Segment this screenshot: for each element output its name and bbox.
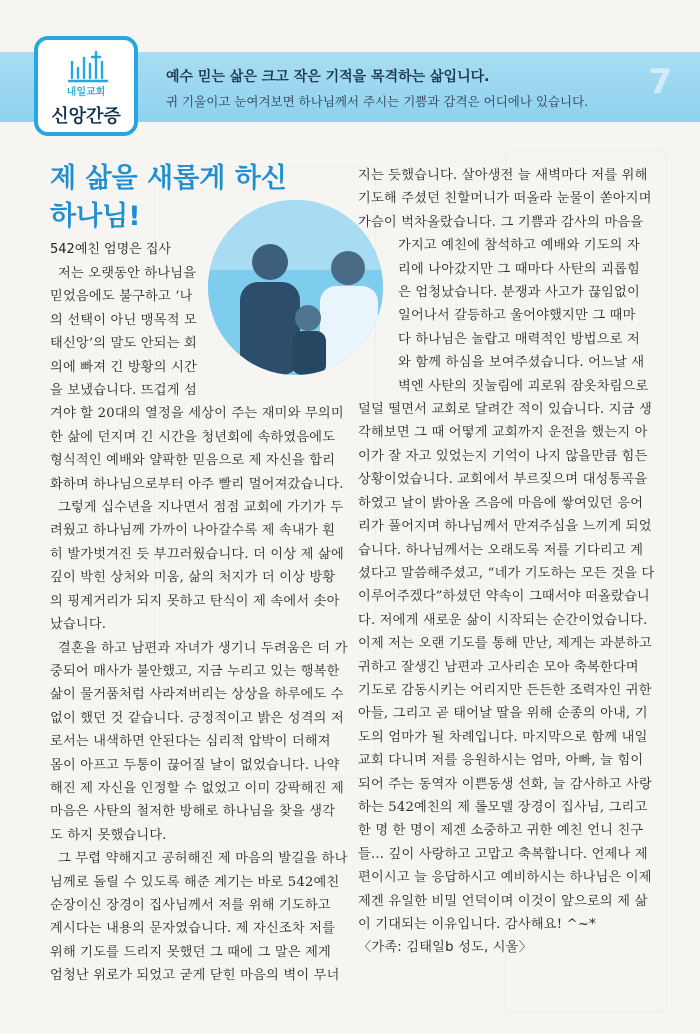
text-line: 이제 저는 오랜 기도를 통해 만난, 제게는 과분하고 <box>358 636 652 652</box>
text-line: 덜덜 떨면서 교회로 달려간 적이 있습니다. 지금 생 <box>358 402 652 418</box>
section-title: 신앙간증 <box>51 106 121 127</box>
text-line: 도의 엄마가 될 차례입니다. 마지막으로 함께 내일 <box>358 729 648 745</box>
text-line: 와 함께 하심을 보여주셨습니다. 어느날 새 <box>398 355 645 371</box>
text-line: 저는 오랫동안 하나님을 <box>58 266 197 281</box>
text-line: 계시다는 내용의 문자였습니다. 제 자신조차 저를 <box>50 921 336 937</box>
text-line: 교회 다니며 저를 응원하시는 엄마, 아빠, 늘 힘이 <box>358 753 644 769</box>
text-line: 났습니다. <box>50 617 107 633</box>
text-line: 제겐 유일한 비밀 언덕이며 이것이 앞으로의 제 삶 <box>358 893 648 909</box>
text-line: 하였고 날이 밝아올 즈음에 마음에 쌓여있던 응어 <box>358 495 644 511</box>
text-line: 결혼을 하고 남편과 자녀가 생기니 두려움은 더 가 <box>58 640 348 656</box>
text-line: 각해보면 그 때 어떻게 교회까지 운전을 했는지 아 <box>358 425 648 441</box>
logo-text: 내일교회 <box>66 87 106 98</box>
text-line: 겨야 할 20대의 열정을 세상이 주는 재미와 무의미 <box>50 406 344 422</box>
text-line: 기도로 감동시키는 어리지만 든든한 조력자인 귀한 <box>358 682 652 698</box>
text-line: 이가 잘 자고 있었는지 기억이 나지 않을만큼 힘든 <box>358 448 648 464</box>
text-line: 벽엔 사탄의 짓눌림에 괴로워 잠옷차림으로 <box>398 378 649 394</box>
text-line: 화하며 하나님으로부터 아주 빨리 멀어져갔습니다. <box>50 476 344 492</box>
text-line: 엄청난 위로가 되었고 굳게 닫힌 마음의 벽이 무너 <box>50 968 340 984</box>
title-line-1: 제 삶을 새롭게 하신 <box>50 163 287 194</box>
text-line: 중되어 매사가 불안했고, 지금 누리고 있는 행복한 <box>50 663 340 679</box>
text-line: 셨다고 말씀해주셨고, “네가 기도하는 모든 것을 다 <box>358 565 655 581</box>
text-line: 한 명 한 명이 제겐 소중하고 귀한 예친 언니 친구 <box>358 823 644 839</box>
text-line: 다. 저에게 새로운 삶이 시작되는 순간이었습니다. <box>358 612 648 628</box>
text-line: 리가 풀어지며 하나님께서 만져주심을 느끼게 되었 <box>358 519 652 535</box>
section-badge <box>34 36 138 136</box>
title-line-2: 하나님! <box>50 201 141 232</box>
tagline: 예수 믿는 삶은 크고 작은 기적을 목격하는 삶입니다. <box>166 69 490 85</box>
text-line: 그렇게 십수년을 지나면서 점점 교회에 가기가 두 <box>58 500 344 516</box>
text-line: 을 보냈습니다. 뜨겁게 섬 <box>50 383 197 399</box>
text-line: 그 무렵 약해지고 공허해진 제 마음의 발길을 하나 <box>58 851 348 867</box>
text-line: 되어 주는 동역자 이쁜동생 선화, 늘 감사하고 사랑 <box>358 776 652 792</box>
text-line: 편이시고 늘 응답하시고 예비하시는 하나님은 이제 <box>358 870 652 886</box>
right-column <box>358 164 658 960</box>
text-line: 몸이 아프고 두통이 끊어질 날이 없었습니다. 나약 <box>50 757 340 773</box>
text-line: 상황이었습니다. 교회에서 부르짖으며 대성통곡을 <box>358 472 648 488</box>
photo-caption: 〈가족: 김태일b 성도, 시울〉 <box>358 940 533 956</box>
text-line: 해진 제 자신을 인정할 수 없었고 이미 강팍해진 제 <box>50 780 344 796</box>
text-line: 삶이 물거품처럼 사라져버리는 상상을 하루에도 수 <box>50 687 344 703</box>
page-number: 7 <box>648 62 672 102</box>
church-logo-icon <box>66 48 110 88</box>
text-line: 하는 542예친의 제 롤모델 장경이 집사님, 그리고 <box>358 799 648 815</box>
text-line: 깊이 박힌 상처와 미움, 삶의 처지가 더 이상 방황 <box>50 570 336 586</box>
text-line: 로서는 내색하면 안된다는 심리적 압박이 더해져 <box>50 734 331 750</box>
text-line: 님께로 돌릴 수 있도록 해준 계기는 바로 542예친 <box>50 874 340 890</box>
text-line: 태신앙’의 말도 안되는 회 <box>50 336 197 352</box>
text-line: 일어나서 갈등하고 울어야했지만 그 때마 <box>398 308 636 324</box>
text-line: 없이 했던 것 같습니다. 긍정적이고 밝은 성격의 저 <box>50 710 344 726</box>
text-line: 순장이신 장경이 집사님께서 저를 위해 기도하고 <box>50 897 331 913</box>
text-line: 가지고 예친에 참석하고 예배와 기도의 자 <box>398 238 640 254</box>
subtagline: 귀 기울이고 눈여겨보면 하나님께서 주시는 기쁨과 감격은 어디에나 있습니다. <box>166 94 589 109</box>
text-line: 위해 기도를 드리지 못했던 그 때에 그 말은 제게 <box>50 944 331 960</box>
text-line: 아들, 그리고 곧 태어날 딸을 위해 순종의 아내, 기 <box>358 706 648 722</box>
text-line: 들... 깊이 사랑하고 고맙고 축복합니다. 언제나 제 <box>358 846 648 862</box>
text-line: 의 선택이 아닌 맹목적 모 <box>50 312 197 328</box>
text-line: 습니다. 하나님께서는 오래도록 저를 기다리고 계 <box>358 542 644 558</box>
text-line: 도 하지 못했습니다. <box>50 827 167 843</box>
left-column <box>50 262 350 988</box>
text-line: 귀하고 잘생긴 남편과 고사리손 모아 축복한다며 <box>358 659 639 675</box>
text-line: 이루어주겠다”하셨던 약속이 그때서야 떠올랐습니 <box>358 589 650 605</box>
text-line: 가슴이 벅차올랐습니다. 그 기쁨과 감사의 마음을 <box>358 214 644 230</box>
text-line: 의에 빠져 긴 방황의 시간 <box>50 359 197 375</box>
text-line: 리에 나아갔지만 그 때마다 사탄의 괴롭힘 <box>398 261 640 277</box>
text-line: 마음은 사탄의 철저한 방해로 하나님을 찾을 생각 <box>50 804 336 820</box>
text-line: 은 엄청났습니다. 분쟁과 사고가 끊임없이 <box>398 285 640 301</box>
text-line: 지는 듯했습니다. 살아생전 늘 새벽마다 저를 위해 <box>358 168 648 183</box>
text-line: 다 하나님은 놀랍고 매력적인 방법으로 저 <box>398 331 640 347</box>
text-line: 형식적인 예배와 얄팍한 믿음으로 제 자신을 합리 <box>50 453 336 469</box>
text-line: 믿었음에도 불구하고 ‘나 <box>50 289 193 305</box>
text-line: 기도해 주셨던 친할머니가 떠올라 눈물이 쏟아지며 <box>358 191 652 207</box>
text-line: 려웠고 하나님께 가까이 나아갈수록 제 속내가 훤 <box>50 523 336 539</box>
text-line: 이 기대되는 이유입니다. 감사해요! ^~* <box>358 917 596 932</box>
author-byline: 542예친 엄명은 집사 <box>50 242 171 257</box>
text-line: 한 삶에 던지며 긴 시간을 청년회에 속하였음에도 <box>50 429 336 445</box>
text-line: 의 핑계거리가 되지 못하고 탄식이 제 속에서 솟아 <box>50 593 340 609</box>
text-line: 히 발가벗겨진 듯 부끄러웠습니다. 더 이상 제 삶에 <box>50 546 344 562</box>
